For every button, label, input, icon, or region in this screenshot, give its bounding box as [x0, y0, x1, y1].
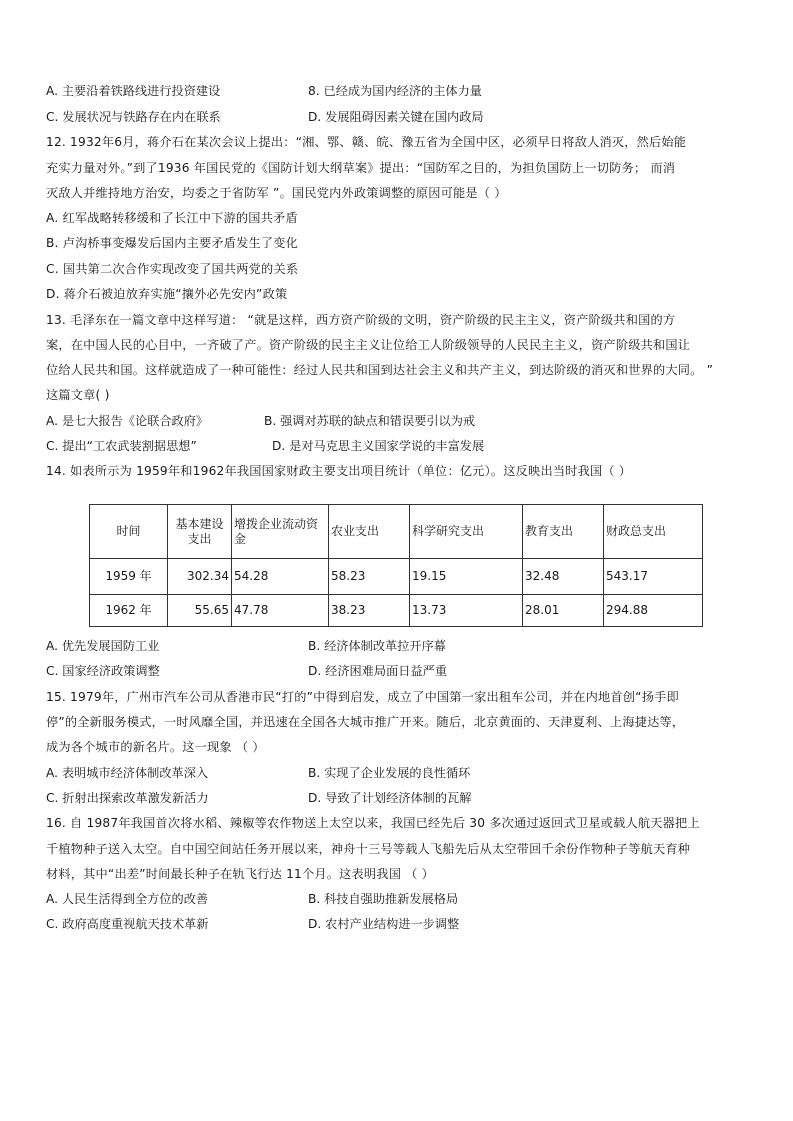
- q15-option-a: A. 表明城市经济体制改革深入: [46, 766, 209, 780]
- table-cell: 19.15: [410, 559, 523, 595]
- table-row: [90, 559, 703, 595]
- q15-stem-line-3: 成为各个城市的新名片。这一现象 （ ）: [46, 740, 265, 754]
- table-header-cell: 科学研究支出: [410, 505, 523, 559]
- table-cell: 38.23: [329, 595, 410, 627]
- q11-option-c: C. 发展状况与铁路存在内在联系: [46, 110, 221, 124]
- q13-stem-line-1: 13. 毛泽东在一篇文章中这样写道： “就是这样，西方资产阶级的文明，资产阶级的民主主义，资产阶级共和国的方: [46, 313, 676, 327]
- q13-stem-line-3: 位给人民共和国。这样就造成了一种可能性：经过人民共和国到达社会主义和共产主义，到达阶级的消灭和世界的大同。 ”: [46, 363, 714, 377]
- q12-stem-line-1: 12. 1932年6月，蒋介石在某次会议上提出：“湘、鄂、赣、皖、豫五省为全国中区，必须早日将敌人消灭，然后始能: [46, 135, 687, 149]
- q16-stem-line-1: 16. 自 1987年我国首次将水稻、辣椒等农作物送上太空以来，我国已经先后 30 多次通过返回式卫星或载人航天器把上: [46, 816, 700, 830]
- table-header-cell: 财政总支出: [604, 505, 703, 559]
- table-cell: 13.73: [410, 595, 523, 627]
- q15-option-d: D. 导致了计划经济体制的瓦解: [308, 791, 472, 805]
- q14-option-d: D. 经济困难局面日益严重: [308, 664, 448, 678]
- table-header-cell: 农业支出: [329, 505, 410, 559]
- q16-option-d: D. 农村产业结构进一步调整: [308, 917, 460, 931]
- q13-stem-line-2: 案，在中国人民的心目中，一齐破了产。资产阶级的民主主义让位给工人阶级领导的人民民主主义，资产阶级共和国让: [46, 338, 691, 352]
- q16-option-c: C. 政府高度重视航天技术革新: [46, 917, 209, 931]
- q15-option-b: B. 实现了企业发展的良性循环: [308, 766, 471, 780]
- table-header-cell: 时间: [90, 505, 168, 559]
- q12-stem-line-2: 充实力量对外。”到了1936 年国民党的《国防计划大纲草案》提出：“国防军之目的，为担负国防上一切防务； 而消: [46, 161, 676, 175]
- table-cell: 54.28: [232, 559, 329, 595]
- table-cell: 294.88: [604, 595, 703, 627]
- q15-stem-line-1: 15. 1979年，广州市汽车公司从香港市民“打的”中得到启发，成立了中国第一家出租车公司，并在内地首创“扬手即: [46, 690, 679, 704]
- q16-option-b: B. 科技自强助推新发展格局: [308, 892, 459, 906]
- table-header-cell: 教育支出: [523, 505, 604, 559]
- q13-stem-line-4: 这篇文章( ): [46, 388, 110, 402]
- q14-expenditure-table: [89, 504, 703, 627]
- q14-option-b: B. 经济体制改革拉开序幕: [308, 639, 446, 653]
- q16-stem-line-3: 材料，其中“出差”时间最长种子在轨飞行达 11个月。这表明我国 （ ）: [46, 867, 435, 881]
- q11-option-b: 8. 已经成为国内经济的主体力量: [308, 84, 482, 98]
- q12-option-d: D. 蒋介石被迫放弃实施“攘外必先安内”政策: [46, 287, 288, 301]
- q12-option-a: A. 红军战略转移缓和了长江中下游的国共矛盾: [46, 211, 298, 225]
- table-cell: 1962 年: [90, 595, 168, 627]
- table-cell: 543.17: [604, 559, 703, 595]
- table-cell: 28.01: [523, 595, 604, 627]
- q15-option-c: C. 折射出探索改革激发新活力: [46, 791, 209, 805]
- q13-option-b: B. 强调对苏联的缺点和错误要引以为戒: [264, 414, 476, 428]
- q16-stem-line-2: 千植物种子送入太空。自中国空间站任务开展以来，神舟十三号等载人飞船先后从太空带回千余份作物种子等航天育种: [46, 842, 691, 856]
- table-cell: 302.34: [168, 559, 232, 595]
- table-cell: 47.78: [232, 595, 329, 627]
- q13-option-d: D. 是对马克思主义国家学说的丰富发展: [272, 439, 485, 453]
- q12-option-b: B. 卢沟桥事变爆发后国内主要矛盾发生了变化: [46, 236, 299, 250]
- q12-option-c: C. 国共第二次合作实现改变了国共两党的关系: [46, 262, 299, 276]
- table-cell: 58.23: [329, 559, 410, 595]
- q14-stem: 14. 如表所示为 1959年和1962年我国国家财政主要支出项目统计（单位：亿元）。这反映出当时我国（ ）: [46, 464, 632, 478]
- q14-option-c: C. 国家经济政策调整: [46, 664, 160, 678]
- q13-option-a: A. 是七大报告《论联合政府》: [46, 414, 209, 428]
- q12-stem-line-3: 灭敌人并维持地方治安，均委之于省防军 ”。国民党内外政策调整的原因可能是（ ）: [46, 186, 507, 200]
- q16-option-a: A. 人民生活得到全方位的改善: [46, 892, 209, 906]
- table-row: [90, 595, 703, 627]
- table-cell: 1959 年: [90, 559, 168, 595]
- table-header-cell: 基本建设支出: [168, 505, 232, 559]
- table-header-cell: 增拨企业流动资金: [232, 505, 329, 559]
- q15-stem-line-2: 停”的全新服务模式，一时风靡全国，并迅速在全国各大城市推广开来。随后，北京黄面的、天津夏利、上海捷达等，: [46, 715, 685, 729]
- table-cell: 55.65: [168, 595, 232, 627]
- table-cell: 32.48: [523, 559, 604, 595]
- q11-option-a: A. 主要沿着铁路线进行投资建设: [46, 84, 221, 98]
- q13-option-c: C. 提出“工农武装割据思想”: [46, 439, 197, 453]
- table-header-row: [90, 505, 703, 559]
- q11-option-d: D. 发展阻碍因素关键在国内政局: [308, 110, 484, 124]
- q14-option-a: A. 优先发展国防工业: [46, 639, 160, 653]
